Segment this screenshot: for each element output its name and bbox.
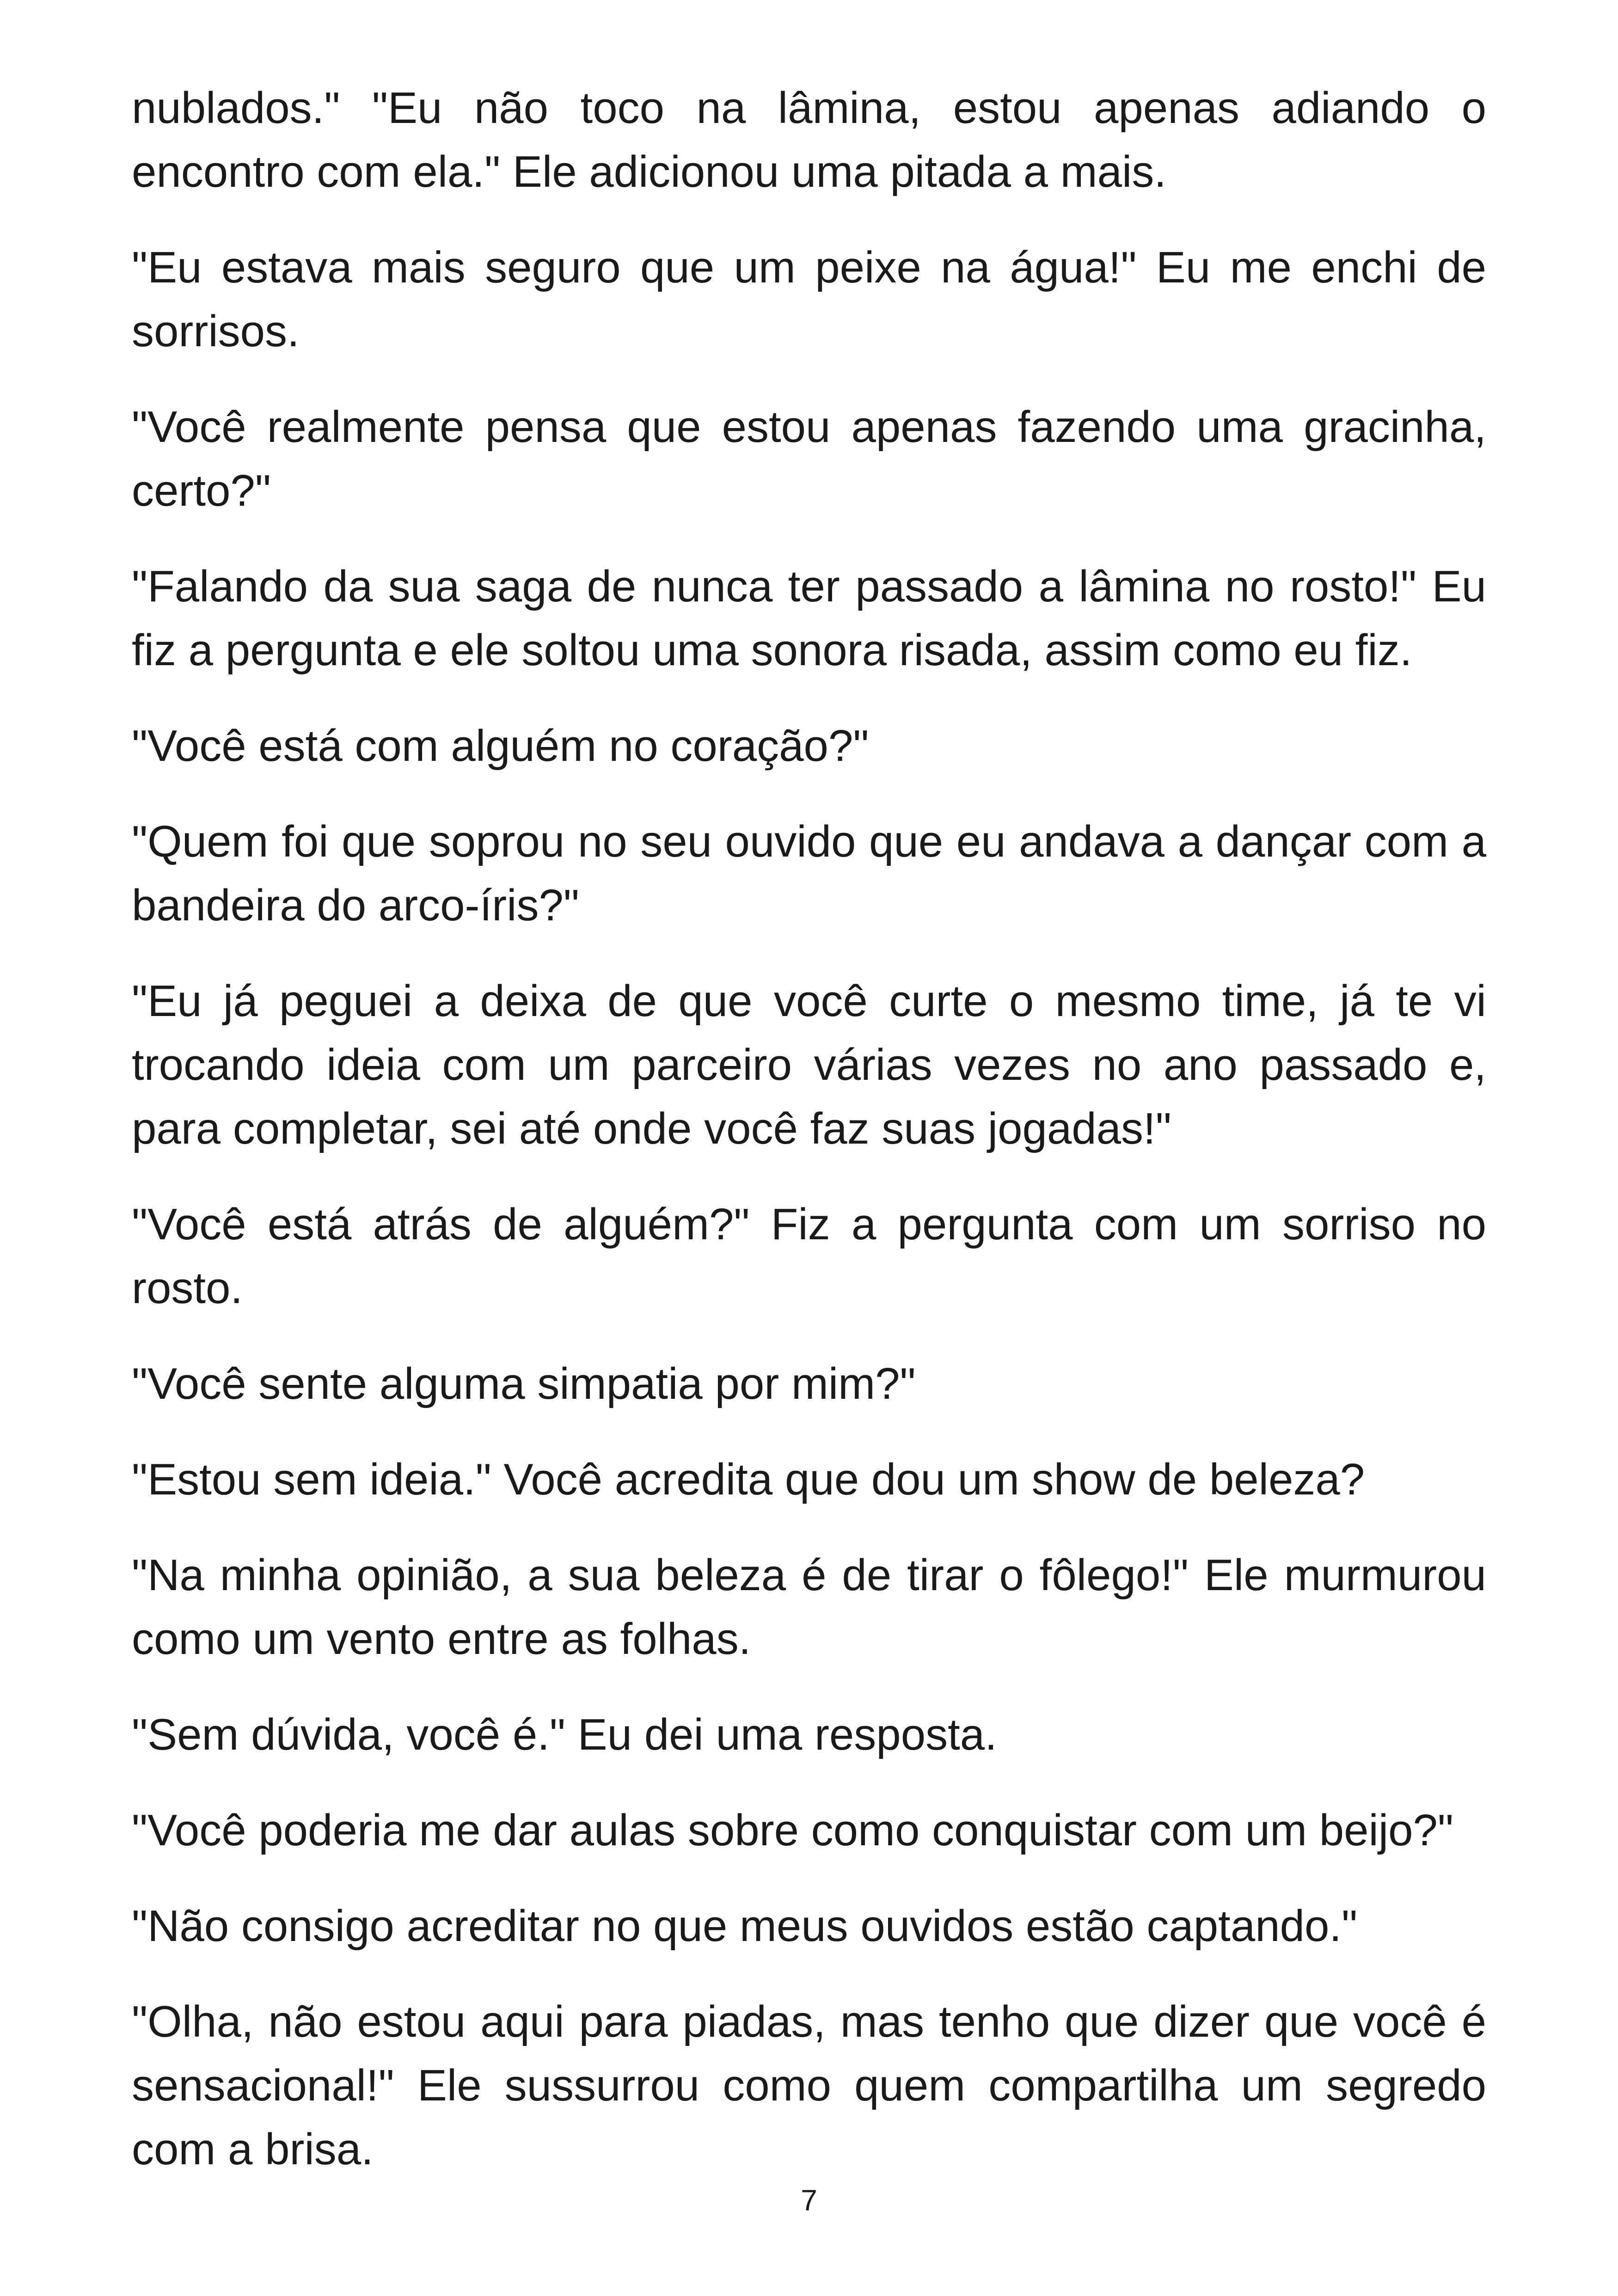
paragraph-8: "Você está atrás de alguém?" Fiz a pergunta com um sorriso no rosto. — [132, 1200, 1486, 1313]
page-number: 7 — [801, 2184, 817, 2217]
paragraph-12: "Sem dúvida, você é." Eu dei uma resposta. — [132, 1710, 997, 1759]
paragraph-10: "Estou sem ideia." Você acredita que dou um show de beleza? — [132, 1455, 1365, 1504]
paragraph-1: nublados." "Eu não toco na lâmina, estou apenas adiando o encontro com ela." Ele adicionou uma pitada a mais. — [132, 83, 1486, 196]
paragraph-14: "Não consigo acreditar no que meus ouvidos estão captando." — [132, 1901, 1358, 1951]
paragraph-2: "Eu estava mais seguro que um peixe na água!" Eu me enchi de sorrisos. — [132, 243, 1486, 356]
paragraph-6: "Quem foi que soprou no seu ouvido que eu andava a dançar com a bandeira do arco-íris?" — [132, 817, 1486, 930]
paragraph-11: "Na minha opinião, a sua beleza é de tirar o fôlego!" Ele murmurou como um vento entre as folhas. — [132, 1550, 1486, 1664]
paragraph-9: "Você sente alguma simpatia por mim?" — [132, 1359, 916, 1408]
paragraph-7: "Eu já peguei a deixa de que você curte o mesmo time, já te vi trocando ideia com um parceiro várias vezes no ano passado e, para completar, sei até onde você faz suas jogadas!" — [132, 976, 1486, 1153]
paragraph-15: "Olha, não estou aqui para piadas, mas tenho que dizer que você é sensacional!" Ele sussurrou como quem compartilha um segredo com a brisa. — [132, 1997, 1486, 2174]
paragraph-4: "Falando da sua saga de nunca ter passado a lâmina no rosto!" Eu fiz a pergunta e ele soltou uma sonora risada, assim como eu fiz. — [132, 562, 1486, 675]
paragraph-13: "Você poderia me dar aulas sobre como conquistar com um beijo?" — [132, 1806, 1453, 1855]
paragraph-3: "Você realmente pensa que estou apenas fazendo uma gracinha, certo?" — [132, 402, 1486, 515]
paragraph-5: "Você está com alguém no coração?" — [132, 721, 869, 771]
body-text — [132, 76, 1486, 2213]
